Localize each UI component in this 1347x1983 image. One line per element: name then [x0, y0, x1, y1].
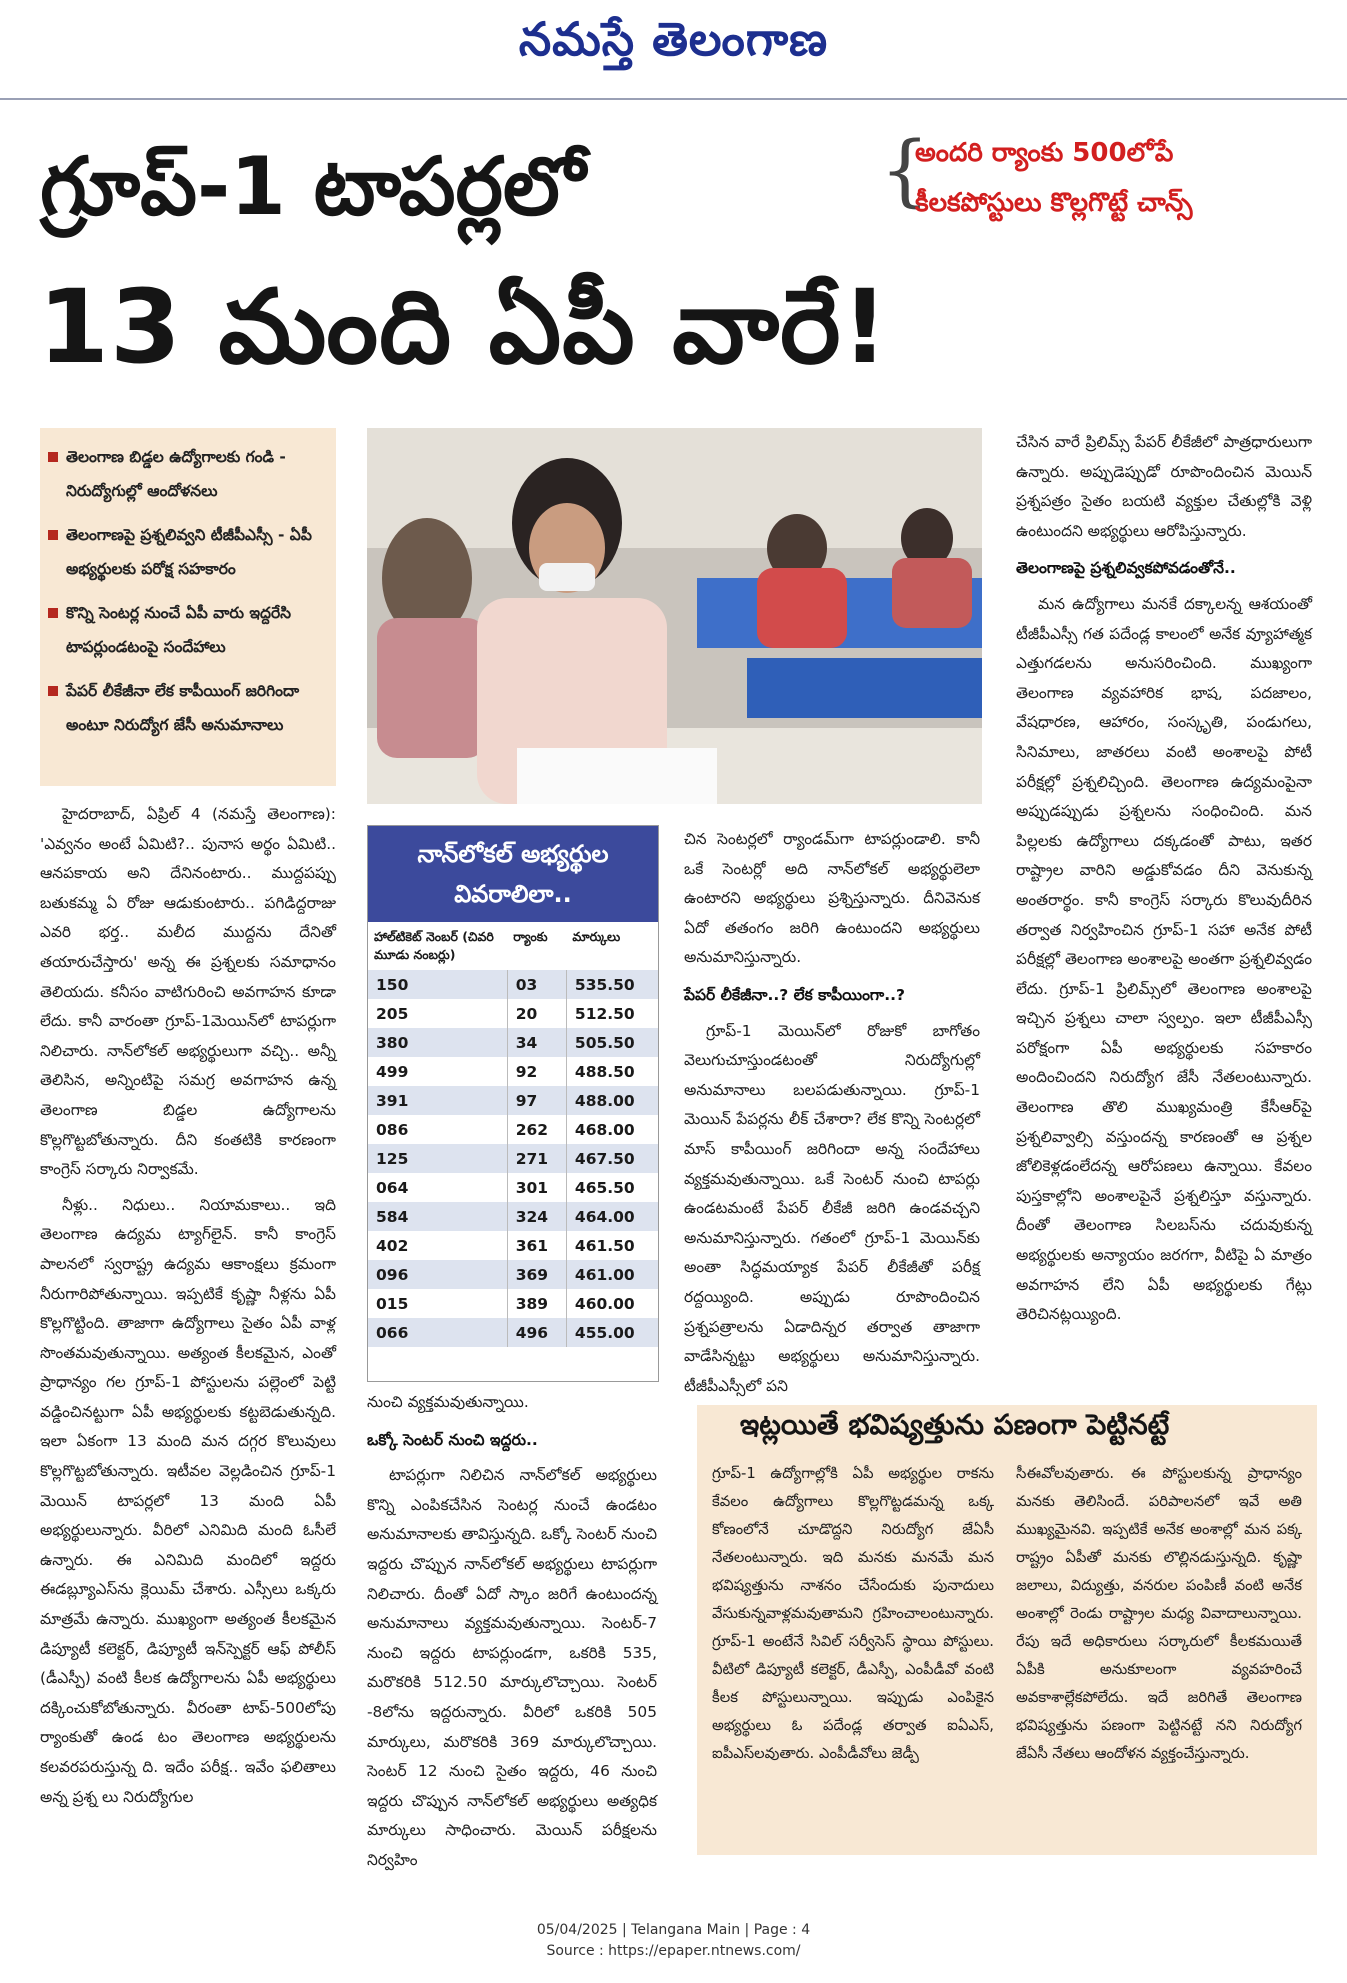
column-header-hallticket: హాల్‌టికెట్ నెంబర్ (చివరి మూడు నంబర్లు)	[374, 929, 494, 962]
bullet-square-icon	[48, 452, 58, 462]
table-row: 205 20 512.50	[368, 999, 658, 1028]
article-paragraph: మన ఉద్యోగాలు మనకే దక్కాలన్న ఆశయంతో టీజీపీఎస్సీ గత పదేండ్ల కాలంలో అనేక వ్యూహాత్మక ఎత్తుగడలను అనుసరించింది. ముఖ్యంగా తెలంగాణ వ్యవహారిక భాష, పదజాలం, వేషధారణ, ఆహారం, సంస్కృతి, పండుగలు, సినిమాలు, జాతరలు వంటి అంశాలపై పోటీ పరీక్షల్లో ప్రశ్నలిచ్చింది. తెలంగాణ ఉద్యమంపైనా అప్పుడప్పుడు ప్రశ్నలను సంధించింది. మన పిల్లలకు ఉద్యోగాలు దక్కడంతో పాటు, ఇతర రాష్ట్రాల వారిని అడ్డుకోవడం దీని వెనుకున్న అంతరార్థం. కానీ కాంగ్రెస్ సర్కారు కొలువుదీరిన తర్వాత నిర్వహించిన గ్రూప్-1 సహా అనేక పోటీ పరీక్షల్లో తెలంగాణ అంశాలపై అంతగా ప్రశ్నలివ్వడం లేదు. గ్రూప్-1 ప్రిలిమ్స్‌లో తెలంగాణ అంశాలపై ఇచ్చిన ప్రశ్నలు చాలా స్వల్పం. ఇలా టీజీపీఎస్సీ పరోక్షంగా ఏపీ అభ్యర్థులకు సహకారం అందించిందని నిరుద్యోగ జేసీ నేతలంటున్నారు. తెలంగాణ తొలి ముఖ్యమంత్రి కేసీఆర్‌పై ప్రశ్నలివ్వాల్సి వస్తుందన్న కారణంతో ఆ ప్రశ్నల జోలికెళ్లడంలేదన్న ఆరోపణలు ఉన్నాయి. కేవలం పుస్తకాల్లోని అంశాలపైనే ప్రశ్నలిస్తూ వస్తున్నారు. దీంతో తెలంగాణ సిలబస్‌ను చదువుకున్న అభ్యర్థులకు అన్యాయం జరగగా, వీటిపై ఏ మాత్రం అవగాహన లేని ఏపీ అభ్యర్థులకు గేట్లు తెరిచినట్లయ్యింది.	[1016, 594, 1312, 1324]
article-column-3	[684, 825, 980, 1407]
newspaper-masthead: నమస్తే తెలంగాణ	[518, 12, 829, 66]
candidates-table	[368, 922, 658, 1347]
highlight-item: తెలంగాణపై ప్రశ్నలివ్వని టీజీపీఎస్సీ - ఏపీ అభ్యర్థులకు పరోక్ష సహకారం	[48, 518, 328, 586]
article-paragraph: చేసిన వారే ప్రిలిమ్స్ పేపర్ లీకేజీలో పాత్రధారులుగా ఉన్నారు. అప్పుడెప్పుడో రూపొందించిన మెయిన్ ప్రశ్నపత్రం సైతం బయటి వ్యక్తుల చేతుల్లోకి వెళ్లి ఉంటుందని అభ్యర్థులు ఆరోపిస్తున్నారు.	[1016, 433, 1312, 540]
table-row: 402 361 461.50	[368, 1231, 658, 1260]
table-row: 066 496 455.00	[368, 1318, 658, 1347]
highlights-box	[40, 428, 336, 786]
edition-info: 05/04/2025 | Telangana Main | Page : 4	[536, 1922, 811, 1938]
table-row: 015 389 460.00	[368, 1289, 658, 1318]
article-paragraph: నీళ్లు.. నిధులు.. నియామకాలు.. ఇది తెలంగాణ ఉద్యమ ట్యాగ్‌లైన్. కానీ కాంగ్రెస్ పాలనలో స్వరాష్ట్ర ఉద్యమ ఆకాంక్షలు క్రమంగా నీరుగారిపోతున్నాయి. ఇప్పటికే కృష్ణా నీళ్లను ఏపీ కొల్లగొట్టింది. తాజాగా ఉద్యోగాలు సైతం ఏపీ వాళ్ల సొంతమవుతున్నాయి. అత్యంత కీలకమైన, ఎంతో ప్రాధాన్యం గల గ్రూప్-1 పోస్టులను పల్లెంలో పెట్టి వడ్డించినట్టుగా ఏపీ అభ్యర్థులకు కట్టబెడుతున్నది. ఇలా ఏకంగా 13 మంది మన దగ్గర కొలువులు కొల్లగొట్టబోతున్నారు. ఇటీవల వెల్లడించిన గ్రూప్-1 మెయిన్ టాపర్లలో 13 మంది ఏపీ అభ్యర్థులున్నారు. వీరిలో ఎనిమిది మంది ఓసీలే ఉన్నారు. ఈ ఎనిమిది మందిలో ఇద్దరు ఈడబ్ల్యూఎస్‌ను క్లెయిమ్ చేశారు. ఎస్సీలు ఒక్కరు మాత్రమే ఉన్నారు. ముఖ్యంగా అత్యంత కీలకమైన డిప్యూటీ కలెక్టర్, డిప్యూటీ ఇన్‌స్పెక్టర్ ఆఫ్ పోలీస్ (డీఎస్పీ) వంటి కీలక ఉద్యోగాలను ఏపీ అభ్యర్థులు దక్కించుకోబోతున్నారు. వీరంతా టాప్-500లోపు ర్యాంకుతో ఉండ టం తెలంగాణ అభ్యర్థులను కలవరపరుస్తున్న ది. ఇదేం పరీక్ష.. ఇవేం ఫలితాలు అన్న ప్రశ్న లు నిరుద్యోగుల	[40, 1195, 336, 1806]
table-row: 125 271 467.50	[368, 1144, 658, 1173]
column-header-marks: మార్కులు	[572, 929, 621, 944]
bullet-square-icon	[48, 530, 58, 540]
subhead-2: కీలకపోస్టులు కొల్లగొట్టే చాన్స్	[915, 188, 1193, 218]
source-link[interactable]: Source : https://epaper.ntnews.com/	[546, 1943, 801, 1959]
table-row: 499 92 488.50	[368, 1057, 658, 1086]
bullet-square-icon	[48, 608, 58, 618]
article-column-1	[40, 800, 336, 1818]
table-row: 584 324 464.00	[368, 1202, 658, 1231]
article-column-2	[367, 1388, 657, 1882]
headline-line1: గ్రూప్-1 టాపర్లలో	[40, 140, 586, 233]
highlight-item: పేపర్ లీకేజీనా లేక కాపీయింగ్ జరిగిందా అంటూ నిరుద్యోగ జేసీ అనుమానాలు	[48, 674, 328, 742]
exam-hall-photo	[367, 428, 982, 804]
table-row: 150 03 535.50	[368, 970, 658, 999]
section-subhead: ఒక్కో సెంటర్ నుంచి ఇద్దరు..	[367, 1430, 538, 1449]
bullet-square-icon	[48, 686, 58, 696]
page-footer	[0, 1920, 1347, 1962]
article-paragraph: గ్రూప్-1 మెయిన్‌లో రోజుకో బాగోతం వెలుగుచూస్తుండటంతో నిరుద్యోగుల్లో అనుమానాలు బలపడుతున్నాయి. గ్రూప్-1 మెయిన్ పేపర్లను లీక్ చేశారా? లేక కొన్ని సెంటర్లలో మాస్ కాపీయింగ్ జరిగిందా అన్న సందేహాలు వ్యక్తమవుతున్నాయి. ఒకే సెంటర్ నుంచి టాపర్లు ఉండటమంటే పేపర్ లీకేజీ జరిగి ఉండవచ్చని అనుమానిస్తున్నారు. గతంలో గ్రూప్-1 మెయిన్‌కు అంతా సిద్ధమయ్యాక పేపర్ లీకేజీతో పరీక్ష రద్దయ్యింది. అప్పుడు రూపొందించిన ప్రశ్నపత్రాలను ఏడాదిన్నర తర్వాత తాజాగా వాడేసిన్నట్టు అభ్యర్థులు అనుమానిస్తున్నారు. టీజీపీఎస్సీలో పని	[684, 1021, 980, 1395]
highlight-item: తెలంగాణ బిడ్డల ఉద్యోగాలకు గండి - నిరుద్యోగుల్లో ఆందోళనలు	[48, 440, 328, 508]
box-title: ఇట్లయితే భవిష్యత్తును పణంగా పెట్టినట్టే	[740, 1408, 1170, 1441]
table-row: 391 97 488.00	[368, 1086, 658, 1115]
highlight-item: కొన్ని సెంటర్ల నుంచే ఏపీ వారు ఇద్దరేసి టాపర్లుండటంపై సందేహాలు	[48, 596, 328, 664]
article-paragraph: హైదరాబాద్, ఏప్రిల్ 4 (నమస్తే తెలంగాణ): 'ఎవ్వనం అంటే ఏమిటి?.. పునాస అర్థం ఏమిటి.. ఆనపకాయ అని దేనినంటారు.. ముద్దపప్పు బతుకమ్మ ఏ రోజు ఆడుకుంటారు.. పగిడిద్దరాజు ఎవరి భర్త.. మలీద ముద్దను దేనితో తయారుచేస్తారు' అన్న ఈ ప్రశ్నలకు సమాధానం తెలియదు. కనీసం వాటిగురించి అవగాహన కూడా లేదు. కానీ వారంతా గ్రూప్-1మెయిన్‌లో టాపర్లుగా నిలిచారు. నాన్‌లోకల్ అభ్యర్థులుగా వచ్చి.. అన్నీ తెలిసిన, అన్నింటిపై సమగ్ర అవగాహన ఉన్న తెలంగాణ బిడ్డల ఉద్యోగాలను కొల్లగొట్టబోతున్నారు. దీని కంతటికి కారణంగా కాంగ్రెస్ సర్కారు నిర్వాకమే.	[40, 805, 336, 1179]
table-row: 380 34 505.50	[368, 1028, 658, 1057]
table-title: నాన్‌లోకల్ అభ్యర్థుల వివరాలిలా..	[368, 826, 658, 922]
subhead-brace: {	[880, 126, 930, 216]
section-subhead: తెలంగాణపై ప్రశ్నలివ్వకపోవడంతోనే..	[1016, 559, 1236, 578]
article-column-4	[1016, 428, 1312, 1336]
article-paragraph: చిన సెంటర్లలో ర్యాండమ్‌గా టాపర్లుండాలి. కానీ ఒకే సెంటర్లో అది నాన్‌లోకల్ అభ్యర్థులెలా ఉంటారని అభ్యర్థులు ప్రశ్నిస్తున్నారు. దీనివెనుక ఏదో తతంగం జరిగి ఉంటుందని అభ్యర్థులు అనుమానిస్తున్నారు.	[684, 830, 980, 967]
table-row: 096 369 461.00	[368, 1260, 658, 1289]
non-local-candidates-table	[367, 825, 659, 1382]
subhead-1: అందరి ర్యాంకు 500లోపే	[915, 138, 1174, 168]
box-column-left: గ్రూప్-1 ఉద్యోగాల్లోకి ఏపీ అభ్యర్థుల రాకను కేవలం ఉద్యోగాలు కొల్లగొట్టడమన్న ఒక్క కోణంలోనే చూడొద్దని నిరుద్యోగ జేఏసీ నేతలంటున్నారు. ఇది మనకు మనమే మన భవిష్యత్తును నాశనం చేసేందుకు పునాదులు వేసుకున్నవాళ్లమవుతామని గ్రహించాలంటున్నారు. గ్రూప్-1 అంటేనే సివిల్ సర్వీసెస్ స్థాయి పోస్టులు. వీటిలో డిప్యూటీ కలెక్టర్, డీఎస్పీ, ఎంపీడీవో వంటి కీలక పోస్టులున్నాయి. ఇప్పుడు ఎంపికైన అభ్యర్థులు ఓ పదేండ్ల తర్వాత ఐఏఎస్, ఐపీఎస్‌లవుతారు. ఎంపీడీవోలు జెడ్పీ	[712, 1465, 994, 1762]
box-column-right: సీఈవోలవుతారు. ఈ పోస్టులకున్న ప్రాధాన్యం మనకు తెలిసిందే. పరిపాలనలో ఇవే అతి ముఖ్యమైనవి. ఇప్పటికే అనేక అంశాల్లో మన పక్క రాష్ట్రం ఏపీతో మనకు లొల్లినడుస్తున్నది. కృష్ణా జలాలు, విద్యుత్తు, వనరుల పంపిణీ వంటి అనేక అంశాల్లో రెండు రాష్ట్రాల మధ్య వివాదాలున్నాయి. రేపు ఇదే అధికారులు సర్కారులో కీలకమయితే ఏపీకి అనుకూలంగా వ్యవహరించే అవకాశాల్లేకపోలేదు. ఇదే జరిగితే తెలంగాణ భవిష్యత్తును పణంగా పెట్టినట్టే నని నిరుద్యోగ జేఏసీ నేతలు ఆందోళన వ్యక్తంచేస్తున్నారు.	[1016, 1465, 1302, 1762]
masthead-rule	[0, 98, 1347, 100]
section-subhead: పేపర్ లీకేజీనా..? లేక కాపీయింగా..?	[684, 985, 905, 1004]
headline-line2: 13 మంది ఏపీ వారే!	[38, 268, 890, 387]
table-row: 064 301 465.50	[368, 1173, 658, 1202]
column-header-rank: ర్యాంకు	[513, 929, 548, 944]
article-paragraph: టాపర్లుగా నిలిచిన నాన్‌లోకల్ అభ్యర్థులు కొన్ని ఎంపికచేసిన సెంటర్ల నుంచే ఉండటం అనుమానాలకు తావిస్తున్నది. ఒక్కో సెంటర్ నుంచి ఇద్దరు చొప్పున నాన్‌లోకల్ అభ్యర్థులు టాపర్లుగా నిలిచారు. దీంతో ఏదో స్కాం జరిగే ఉంటుందన్న అనుమానాలు వ్యక్తమవుతున్నాయి. సెంటర్-7 నుంచి ఇద్దరు టాపర్లుండగా, ఒకరికి 535, మరొకరికి 512.50 మార్కులొచ్చాయి. సెంటర్ -8లోను ఇద్దరున్నారు. వీరిలో ఒకరికి 505 మార్కులు, మరొకరికి 369 మార్కులొచ్చాయి. సెంటర్ 12 నుంచి సైతం ఇద్దరు, 46 నుంచి ఇద్దరు చొప్పున నాన్‌లోకల్ అభ్యర్థులు అత్యధిక మార్కులు సాధించారు. మెయిన్ పరీక్షలను నిర్వహిం	[367, 1466, 657, 1869]
article-paragraph: నుంచి వ్యక్తమవుతున్నాయి.	[367, 1393, 529, 1411]
table-row: 086 262 468.00	[368, 1115, 658, 1144]
